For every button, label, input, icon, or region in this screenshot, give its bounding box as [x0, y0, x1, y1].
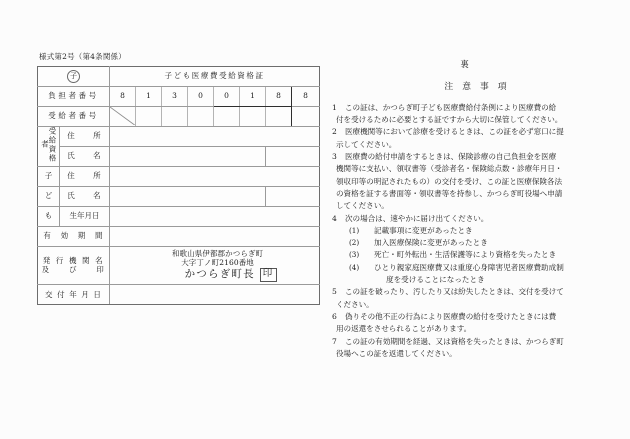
note-line: してください。	[336, 201, 389, 211]
recipient-digit-5	[214, 106, 240, 126]
note-body	[336, 336, 620, 361]
table-row-issue-date	[38, 285, 320, 305]
diagonal-slash-icon	[110, 107, 135, 125]
child-label-3: も	[38, 206, 60, 226]
issuer-label-line1: 発 行 機 関 名	[42, 255, 105, 265]
note-item-3	[332, 151, 620, 212]
valid-period-value[interactable]	[110, 226, 320, 246]
note-line: 偽りその他不正の行為により医療費の給付を受けたときには費	[345, 311, 557, 321]
issuer-label-line2: 及 び 印	[41, 265, 106, 275]
qualified-name-extra[interactable]	[266, 146, 320, 166]
note-number: 4	[332, 213, 337, 223]
table-row-recipient-number	[38, 106, 320, 126]
recipient-digit-1	[110, 106, 136, 126]
form-number-caption: 様式第2号（第4条関係）	[39, 52, 126, 61]
note-sub-number: (2)	[349, 238, 360, 248]
note-number: 5	[332, 287, 337, 297]
table-row-burden-number	[38, 86, 320, 106]
note-number: 7	[332, 336, 337, 346]
table-row-title	[38, 66, 320, 86]
issuer-address-line1: 和歌山県伊都郡かつらぎ町	[171, 248, 264, 258]
note-line: ひとり親家庭医療費又は重度心身障害児者医療費助成制	[374, 262, 564, 272]
note-sub-body	[374, 262, 620, 287]
note-line: の資格を証する書面等・領収書等を持参し、かつらぎ町役場へ申請	[336, 188, 563, 198]
certificate-table	[37, 66, 320, 306]
note-body	[345, 213, 620, 225]
child-label-2: ど	[38, 186, 60, 206]
note-item-7	[332, 336, 620, 361]
note-sub-item-3	[349, 249, 620, 261]
child-name-value[interactable]	[110, 186, 266, 206]
issue-date-value[interactable]	[110, 285, 320, 305]
note-sub-item-1	[349, 225, 620, 237]
notes-list	[332, 102, 620, 360]
qualified-address-label: 住 所	[60, 126, 110, 146]
note-line: 医療費の給付申請をするときは、保険診療の自己負担金を医療	[345, 152, 557, 162]
child-name-label: 氏 名	[60, 186, 110, 206]
note-number: 3	[332, 152, 337, 162]
table-row-qualified-name	[38, 146, 320, 166]
issue-date-label: 交 付 年 月 日	[38, 285, 110, 305]
burden-digit-2: 1	[136, 86, 162, 106]
note-sub-body	[374, 225, 620, 237]
burden-number-label: 負担者番号	[38, 86, 110, 106]
table-row-child-address	[38, 166, 320, 186]
child-birthdate-value[interactable]	[110, 206, 320, 226]
note-line: 用の返還をさせられることがあります。	[336, 324, 472, 334]
note-body	[336, 126, 620, 151]
note-number: 2	[332, 127, 337, 137]
note-sub-item-2	[349, 237, 620, 249]
note-line: この証を破ったり、汚したり又は紛失したときは、交付を受けて	[345, 287, 564, 297]
note-sub-item-4	[349, 262, 620, 287]
note-item-5	[332, 286, 620, 311]
qualified-name-label: 氏 名	[60, 146, 110, 166]
issuer-mayor-text: かつらぎ町長	[184, 268, 255, 281]
table-row-child-name	[38, 186, 320, 206]
certificate-form	[37, 51, 320, 305]
certificate-title: 子ども医療費受給資格証	[110, 66, 320, 86]
note-line: 役場へこの証を返還してください。	[336, 348, 457, 358]
burden-digit-7: 8	[266, 86, 292, 106]
notes-panel	[332, 58, 620, 360]
note-item-1	[332, 102, 620, 127]
note-sub-number: (4)	[349, 262, 360, 272]
note-sub-list	[345, 225, 620, 286]
note-line: 示してください。	[336, 139, 397, 149]
back-side-label: 裏	[460, 59, 470, 69]
burden-digit-6: 1	[240, 86, 266, 106]
note-sub-number: (3)	[349, 250, 360, 260]
official-seal-icon: 印	[260, 268, 277, 282]
note-line: 死亡・町外転出・生活保護等により資格を失ったとき	[374, 250, 557, 260]
recipient-digit-7	[266, 106, 292, 126]
recipient-number-label: 受給者番号	[38, 106, 110, 126]
recipient-digit-6	[240, 106, 266, 126]
table-row-valid-period	[38, 226, 320, 246]
issuer-mayor-line	[116, 268, 319, 282]
table-row-issuer	[38, 246, 320, 285]
certificate-mark-cell	[38, 66, 110, 86]
child-birthdate-label: 生年月日	[60, 206, 110, 226]
burden-digit-8: 8	[292, 86, 320, 106]
note-line: 加入医療保険に変更があったとき	[374, 238, 488, 248]
note-item-6	[332, 311, 620, 336]
note-line: 付を受けるために必要とする証ですから大切に保管してください。	[336, 115, 563, 125]
note-body	[336, 151, 620, 212]
notes-heading: 注意事項	[444, 81, 516, 92]
note-body	[336, 311, 620, 336]
valid-period-label: 有 効 期 間	[38, 226, 110, 246]
child-name-extra[interactable]	[266, 186, 320, 206]
table-row-qualified-address	[38, 126, 320, 146]
recipient-digit-4	[188, 106, 214, 126]
note-number: 1	[332, 102, 337, 112]
qualified-address-value[interactable]	[110, 126, 320, 146]
child-label-1: 子	[38, 166, 60, 186]
issuer-label	[38, 246, 110, 285]
recipient-digit-8	[292, 106, 320, 126]
note-line: 医療機関等において診療を受けるときは、この証を必ず窓口に提	[345, 127, 564, 137]
note-line: 機関等に支払い、領収書等（受診者名・保険総点数・診療年月日・	[336, 164, 563, 174]
note-number: 6	[332, 311, 337, 321]
note-line: 領収印等の明記されたもの）の交付を受け、この証と医療保険各法	[336, 176, 563, 186]
recipient-digit-3	[162, 106, 188, 126]
issuer-address-line2: 大字丁ノ町2160番地	[181, 257, 254, 267]
note-body	[336, 286, 620, 311]
note-sub-number: (1)	[349, 225, 360, 235]
note-item-4	[332, 213, 620, 287]
note-line: この証の有効期間を経過、又は資格を失ったときは、かつらぎ町	[345, 336, 564, 346]
note-sub-body	[374, 237, 620, 249]
circled-child-mark: 子	[67, 70, 80, 83]
note-line: ください。	[336, 299, 374, 309]
note-line: 度を受けることになったとき	[386, 275, 485, 285]
burden-digit-4: 0	[188, 86, 214, 106]
child-address-label: 住 所	[60, 166, 110, 186]
qualified-person-label: 受給資格者	[38, 126, 60, 166]
table-row-child-birthdate	[38, 206, 320, 226]
burden-digit-3: 3	[162, 86, 188, 106]
issuer-value	[110, 246, 320, 285]
note-line: この証は、かつらぎ町子ども医療費給付条例により医療費の給	[345, 102, 557, 112]
note-body	[336, 102, 620, 127]
note-item-2	[332, 126, 620, 151]
burden-digit-5: 0	[214, 86, 240, 106]
note-line: 記載事項に変更があったとき	[374, 225, 473, 235]
qualified-name-value[interactable]	[110, 146, 266, 166]
burden-digit-1: 8	[110, 86, 136, 106]
recipient-digit-2	[136, 106, 162, 126]
note-line: 次の場合は、速やかに届け出てください。	[345, 213, 489, 223]
note-sub-body	[374, 249, 620, 261]
child-address-value[interactable]	[110, 166, 320, 186]
